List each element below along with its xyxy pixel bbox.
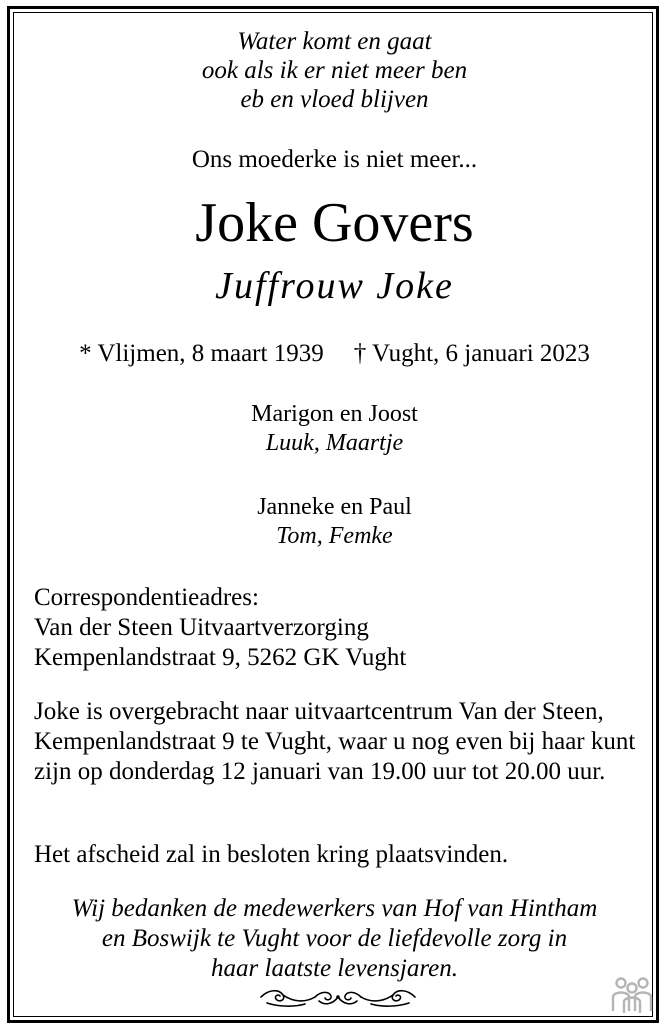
deceased-name: Joke Govers <box>195 192 474 254</box>
intro-text: Ons moederke is niet meer... <box>191 146 478 173</box>
life-dates <box>0 338 669 370</box>
thanks-line: en Boswijk te Vught voor de liefdevolle zorg in <box>101 925 568 952</box>
farewell-note: Het afscheid zal in besloten kring plaatsvinden. <box>34 841 509 868</box>
family-group <box>0 493 669 551</box>
family-parents: Janneke en Paul <box>257 494 412 520</box>
family-children: Luuk, Maartje <box>265 430 404 456</box>
poem <box>0 27 669 114</box>
poem-line: Water komt en gaat <box>237 28 432 55</box>
three-people-logo-icon <box>607 975 657 1015</box>
poem-line: ook als ik er niet meer ben <box>201 57 468 84</box>
thanks-text <box>0 894 669 984</box>
death-date: † Vught, 6 januari 2023 <box>353 340 590 367</box>
visitation-info: Joke is overgebracht naar uitvaartcentrum Van der Steen, Kempenlandstraat 9 te Vught, waar u nog even bij haar kunt zijn op donderdag 12 januari van 19.00 uur tot 20.00 uur. <box>34 698 636 785</box>
flourish-ornament-icon <box>259 985 417 1009</box>
thanks-line: Wij bedanken de medewerkers van Hof van Hintham <box>71 895 598 922</box>
thanks-line: haar laatste levensjaren. <box>211 955 458 982</box>
correspondence-label: Correspondentieadres: <box>34 584 259 611</box>
correspondence-street: Kempenlandstraat 9, 5262 GK Vught <box>34 644 407 671</box>
family-parents: Marigon en Joost <box>251 401 418 427</box>
family-children: Tom, Femke <box>276 523 393 549</box>
birth-date: * Vlijmen, 8 maart 1939 <box>79 340 324 367</box>
correspondence-address <box>34 583 654 673</box>
family-group <box>0 400 669 458</box>
correspondence-company: Van der Steen Uitvaartverzorging <box>34 614 369 641</box>
nickname: Juffrouw Joke <box>215 265 454 307</box>
poem-line: eb en vloed blijven <box>240 86 429 113</box>
